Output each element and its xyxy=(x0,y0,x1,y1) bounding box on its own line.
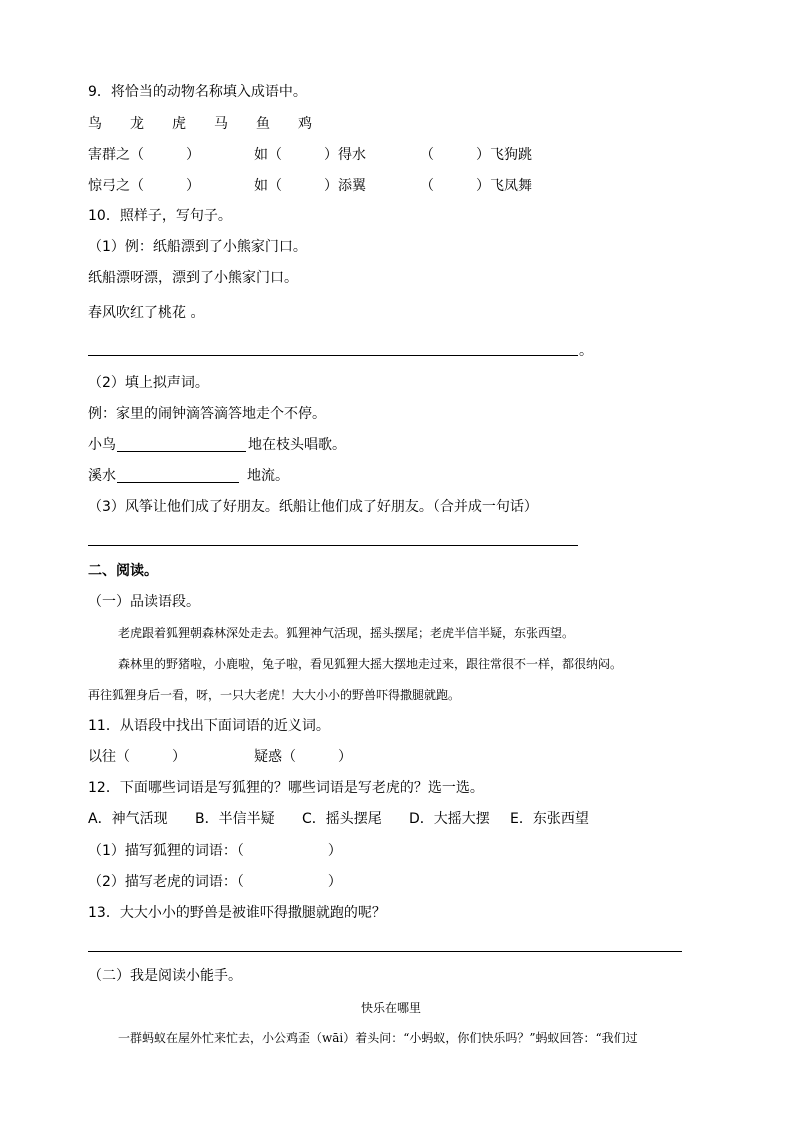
story-line: 一群蚂蚁在屋外忙来忙去，小公鸡歪（wāi）着头问：“小蚂蚁，你们快乐吗？”蚂蚁回答：“我们过 xyxy=(118,1031,638,1045)
answer-line[interactable] xyxy=(88,355,578,356)
idiom-blank[interactable]: 害群之（ ） xyxy=(88,147,200,163)
q10-part1-model: 纸船漂呀漂，漂到了小熊家门口。 xyxy=(88,270,298,286)
idiom-blank[interactable]: 如（ ）得水 xyxy=(254,147,366,163)
animal-option: 马 xyxy=(214,116,228,132)
idiom-blank[interactable]: 如（ ）添翼 xyxy=(254,178,366,194)
q12-title: 12．下面哪些词语是写狐狸的？哪些词语是写老虎的？选一选。 xyxy=(88,780,484,796)
animal-option: 鱼 xyxy=(256,116,270,132)
synonym-blank[interactable]: 以往（ ） xyxy=(88,749,186,765)
q10-part3: （3）风筝让他们成了好朋友。纸船让他们成了好朋友。（合并成一句话） xyxy=(88,499,538,515)
q10-part1-prompt: 春风吹红了桃花 。 xyxy=(88,305,205,321)
onomatopoeia-blank[interactable] xyxy=(117,451,246,452)
q9-title: 9．将恰当的动物名称填入成语中。 xyxy=(88,84,307,100)
q12-option: A．神气活现 xyxy=(88,811,168,827)
q10-part2-line2-start: 溪水 xyxy=(88,468,116,484)
passage-line: 再往狐狸身后一看，呀，一只大老虎！大大小小的野兽吓得撒腿就跑。 xyxy=(88,688,461,702)
synonym-blank[interactable]: 疑惑（ ） xyxy=(254,749,352,765)
q12-tiger-answer[interactable]: （2）描写老虎的词语：（ ） xyxy=(88,874,342,890)
story-title: 快乐在哪里 xyxy=(361,1001,422,1015)
q10-part2-title: （2）填上拟声词。 xyxy=(88,375,209,391)
idiom-blank[interactable]: （ ）飞凤舞 xyxy=(420,178,532,194)
answer-line-end: 。 xyxy=(579,343,593,359)
q12-fox-answer[interactable]: （1）描写狐狸的词语：（ ） xyxy=(88,843,342,859)
q10-title: 10．照样子，写句子。 xyxy=(88,208,232,224)
idiom-blank[interactable]: 惊弓之（ ） xyxy=(88,178,200,194)
answer-line[interactable] xyxy=(88,545,578,546)
q12-option: D．大摇大摆 xyxy=(409,811,490,827)
passage-line: 老虎跟着狐狸朝森林深处走去。狐狸神气活现，摇头摆尾；老虎半信半疑，东张西望。 xyxy=(118,626,575,640)
section-title: 二、阅读。 xyxy=(88,563,158,579)
q10-part1-example: （1）例：纸船漂到了小熊家门口。 xyxy=(88,239,307,255)
q12-option: C．摇头摆尾 xyxy=(302,811,382,827)
q10-part2-line1-end: 地在枝头唱歌。 xyxy=(248,437,346,453)
animal-option: 鸡 xyxy=(298,116,312,132)
q12-option: B．半信半疑 xyxy=(195,811,275,827)
q10-part2-line1-start: 小鸟 xyxy=(88,437,116,453)
q10-part2-line2-end: 地流。 xyxy=(247,468,289,484)
onomatopoeia-blank[interactable] xyxy=(117,482,239,483)
animal-option: 鸟 xyxy=(88,116,102,132)
part1-title: （一）品读语段。 xyxy=(88,594,200,610)
passage-line: 森林里的野猪啦，小鹿啦，兔子啦，看见狐狸大摇大摆地走过来，跟往常很不一样，都很纳闷。 xyxy=(118,657,623,671)
animal-option: 虎 xyxy=(172,116,186,132)
part2-title: （二）我是阅读小能手。 xyxy=(88,968,242,984)
idiom-blank[interactable]: （ ）飞狗跳 xyxy=(420,147,532,163)
answer-line[interactable] xyxy=(88,951,682,952)
q10-part2-example: 例：家里的闹钟滴答滴答地走个不停。 xyxy=(88,406,326,422)
animal-option: 龙 xyxy=(130,116,144,132)
q13-title: 13．大大小小的野兽是被谁吓得撒腿就跑的呢？ xyxy=(88,905,386,921)
q11-title: 11．从语段中找出下面词语的近义词。 xyxy=(88,718,330,734)
q12-option: E．东张西望 xyxy=(510,811,589,827)
